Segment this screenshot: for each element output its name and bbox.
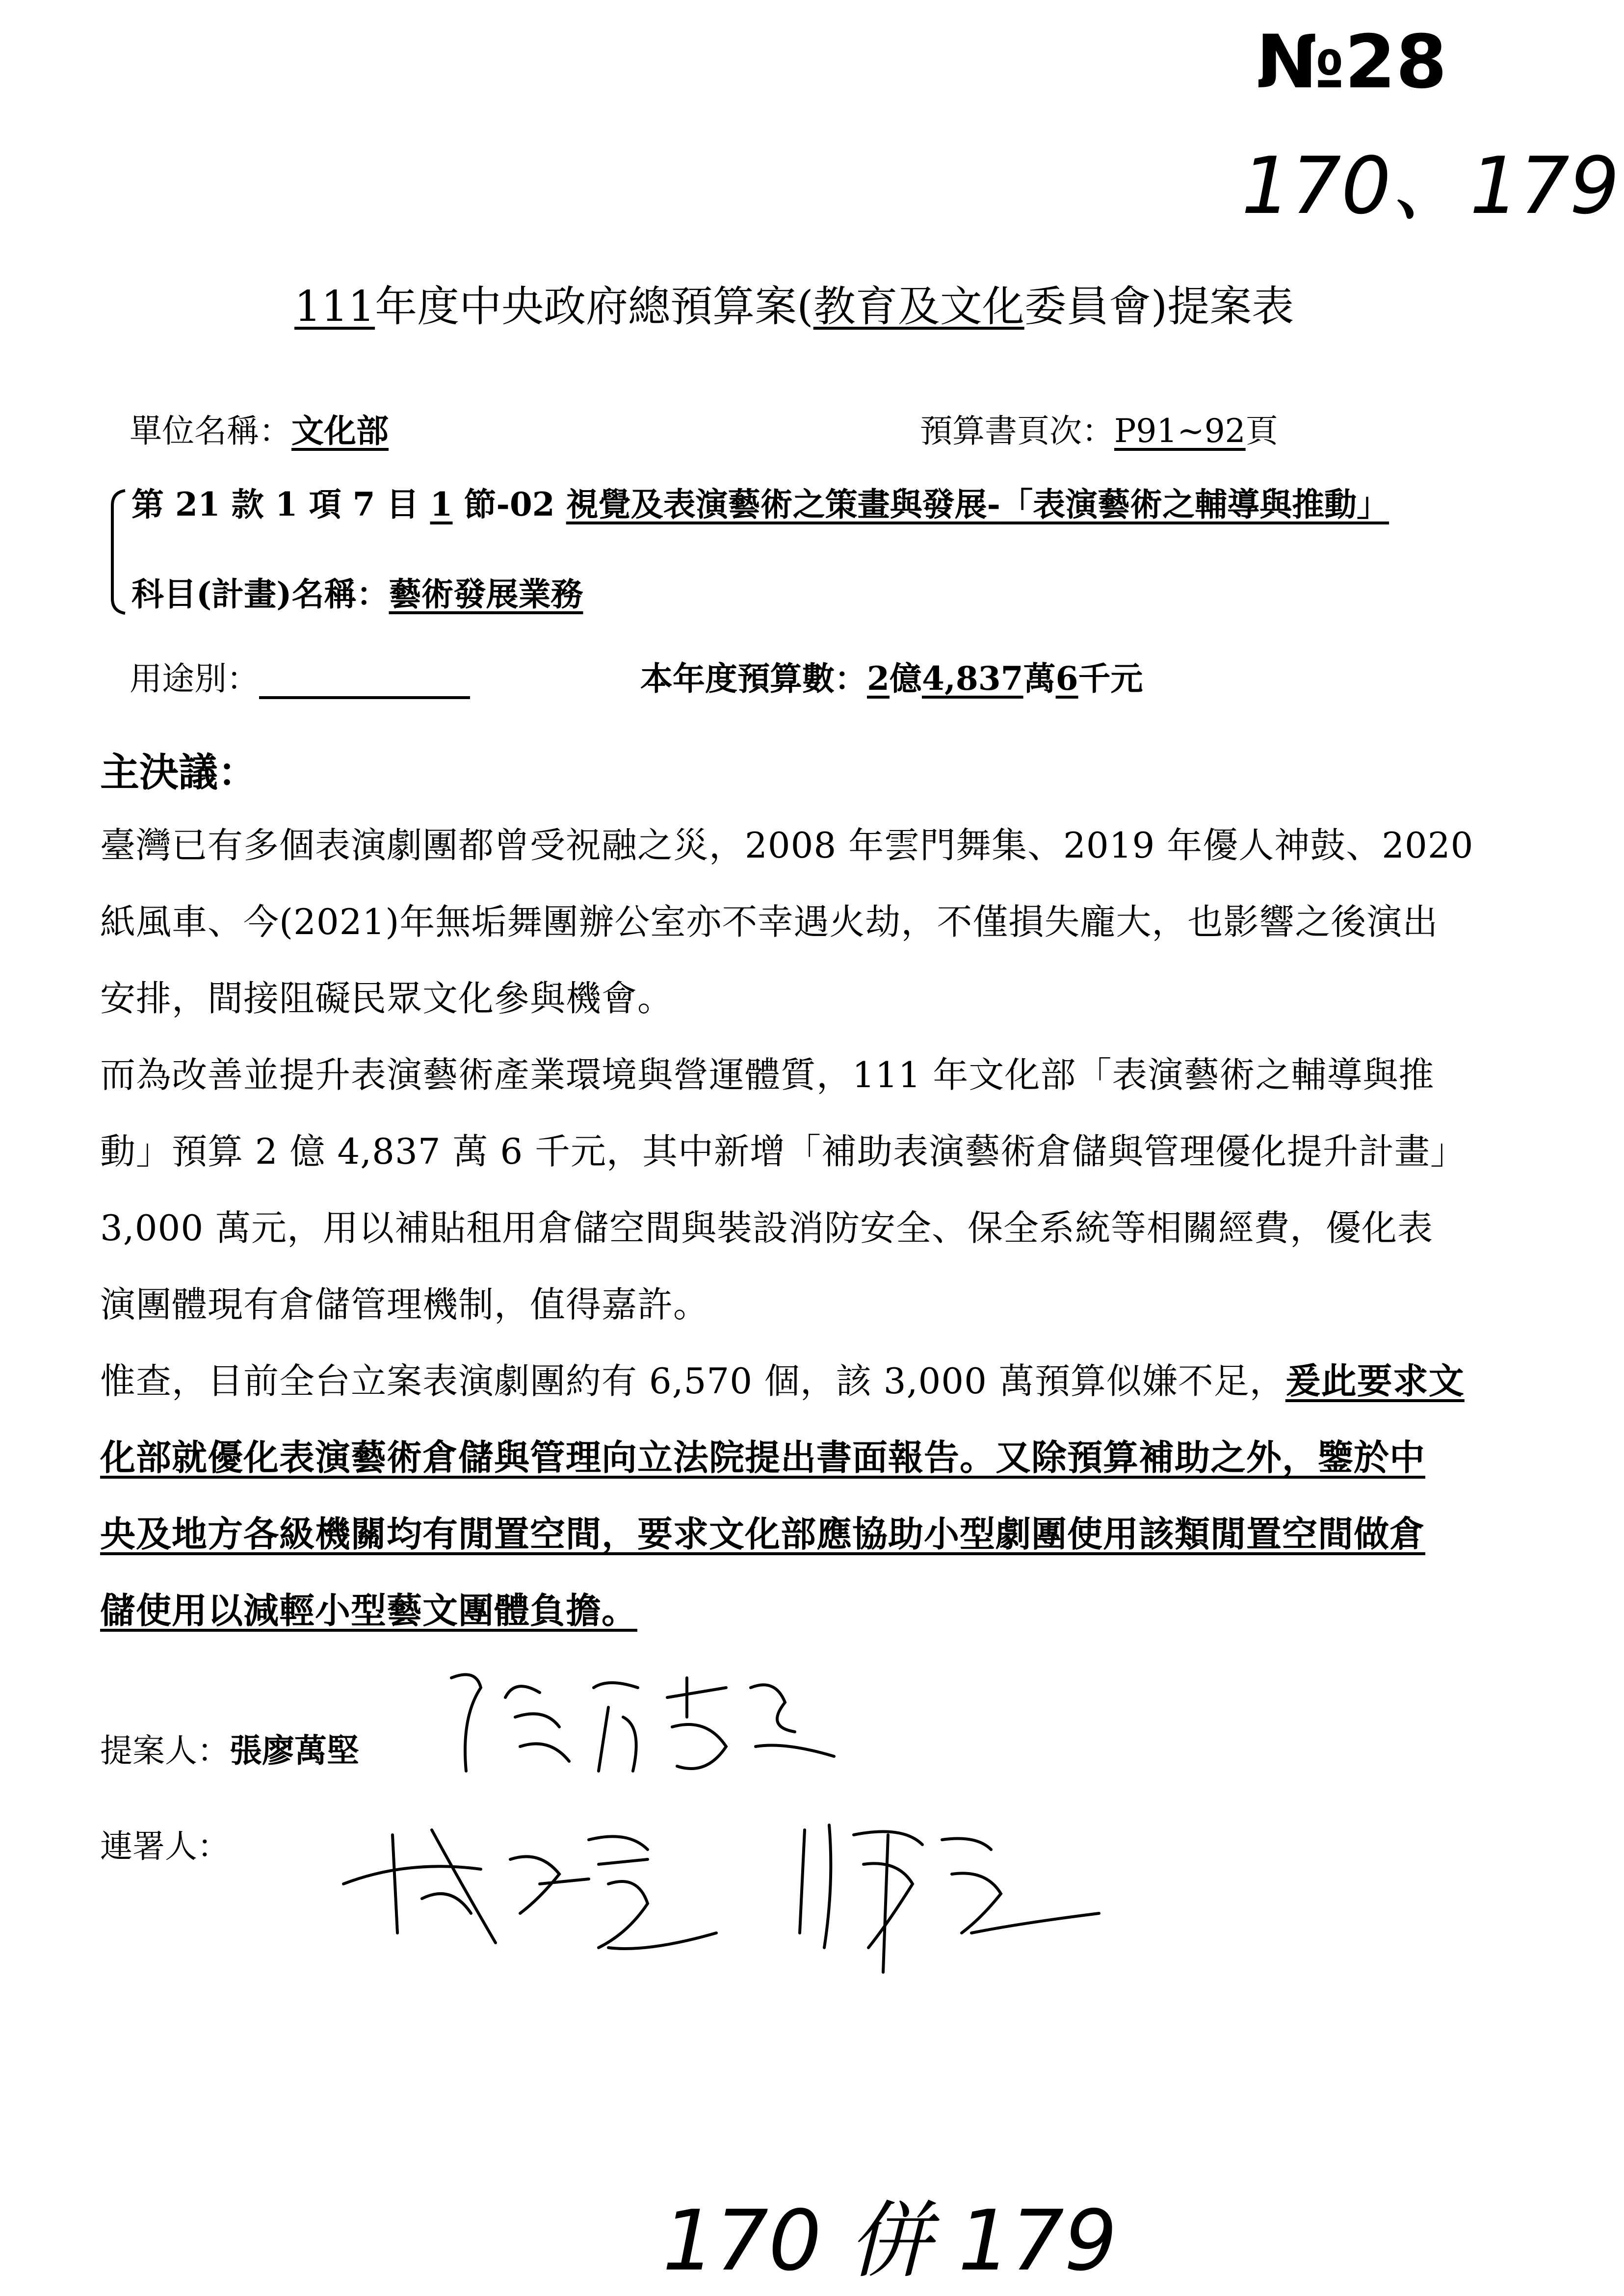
page-title — [294, 272, 1294, 333]
body-text: 紙風車、今(2021)年無垢舞團辦公室亦不幸遇火劫，不僅損失龐大，也影響之後演出 — [100, 901, 1439, 942]
resolution-line — [100, 970, 673, 1021]
emphasized-text: 又除預算補助之外，鑒於中 — [995, 1436, 1426, 1478]
title-year: 111 — [294, 282, 375, 331]
resolution-line — [100, 1200, 1433, 1251]
budget-yi: 2 — [867, 659, 890, 698]
title-text: 年度中央政府總預算案( — [375, 282, 813, 331]
body-text: 演團體現有倉儲管理機制，值得嘉許。 — [100, 1284, 709, 1325]
unit-qian: 千元 — [1078, 659, 1143, 698]
budget-page-label: 預算書頁次： — [920, 412, 1114, 450]
emphasized-text: 儲使用以減輕小型藝文團體負擔。 — [100, 1590, 638, 1631]
budget-page-value: P91~92 — [1114, 412, 1246, 450]
title-text-end: 委員會)提案表 — [1024, 282, 1294, 331]
subject-field — [131, 568, 583, 615]
emphasized-text: 央及地方各級機關均有閒置空間，要求文化部應協助小型劇團使用該類閒置空間做倉 — [100, 1513, 1426, 1555]
resolution-line — [100, 817, 1473, 868]
resolution-line — [100, 1353, 1465, 1404]
emphasized-text: 化部就優化表演藝術倉儲與管理向立法院提出書面報告。 — [100, 1436, 996, 1478]
item-plan: 「表演藝術之輔導與推動」 — [1000, 485, 1389, 523]
body-text: 安排，間接阻礙民眾文化參與機會。 — [100, 978, 674, 1019]
body-text: 臺灣已有多個表演劇團都曾受祝融之災，2008 年雲門舞集、2019 年優人神鼓、2020 — [100, 825, 1474, 866]
item-line-mid: 節-02 — [452, 485, 566, 523]
item-name: 視覺及表演藝術之策畫與發展- — [566, 485, 1001, 523]
usage-blank-line — [259, 667, 470, 699]
subject-label: 科目(計畫)名稱： — [131, 575, 389, 613]
proposer-label: 提案人： — [100, 1732, 230, 1770]
item-section: 1 — [430, 485, 453, 523]
resolution-line — [100, 1276, 709, 1327]
stamp-number: №28 — [1256, 20, 1447, 105]
resolution-line — [100, 1429, 1425, 1480]
proposer-field — [100, 1724, 359, 1771]
proposer-name: 張廖萬堅 — [230, 1731, 359, 1770]
budget-page-field — [920, 405, 1278, 451]
body-text: 動」預算 2 億 4,837 萬 6 千元，其中新增「補助表演藝術倉儲與管理優化提升計畫」 — [100, 1131, 1467, 1172]
budget-amount-field — [640, 652, 1143, 699]
unit-label: 單位名稱： — [130, 412, 291, 450]
budget-label: 本年度預算數： — [640, 659, 867, 698]
item-line — [131, 478, 1389, 525]
body-text: 3,000 萬元，用以補貼租用倉儲空間與裝設消防安全、保全系統等相關經費，優化表 — [100, 1207, 1434, 1249]
usage-label: 用途別： — [130, 660, 259, 698]
body-text: 惟查，目前全台立案表演劇團約有 6,570 個，該 3,000 萬預算似嫌不足， — [100, 1360, 1285, 1402]
cosigner-field — [100, 1820, 230, 1867]
usage-field — [130, 652, 470, 699]
bracket-line — [105, 486, 135, 618]
unit-wan: 萬 — [1023, 659, 1056, 698]
unit-value: 文化部 — [291, 412, 389, 450]
resolution-line — [100, 1506, 1425, 1557]
unit-yi: 億 — [889, 659, 922, 698]
budget-qian: 6 — [1055, 659, 1078, 698]
emphasized-text: 爰此要求文 — [1285, 1360, 1465, 1402]
resolution-heading: 主決議： — [100, 749, 257, 795]
cosigner-signatures — [334, 1786, 1168, 1992]
unit-name-field — [130, 405, 389, 451]
handwritten-reference-bottom: 170 併 179 — [662, 2192, 1118, 2290]
body-text: 而為改善並提升表演藝術產業環境與營運體質，111 年文化部「表演藝術之輔導與推 — [100, 1054, 1435, 1096]
proposer-signature — [432, 1648, 873, 1796]
handwritten-reference-top: 170、179 — [1241, 140, 1620, 232]
cosigner-label: 連署人： — [100, 1827, 230, 1865]
title-committee: 教育及文化 — [813, 282, 1024, 331]
budget-page-suffix: 頁 — [1245, 412, 1278, 450]
item-line-prefix: 第 21 款 1 項 7 目 — [131, 485, 430, 523]
budget-wan: 4,837 — [921, 659, 1023, 698]
subject-value: 藝術發展業務 — [389, 575, 583, 613]
resolution-line — [100, 1123, 1466, 1174]
resolution-line — [100, 1046, 1434, 1097]
resolution-line — [100, 1582, 637, 1633]
resolution-line — [100, 893, 1438, 944]
